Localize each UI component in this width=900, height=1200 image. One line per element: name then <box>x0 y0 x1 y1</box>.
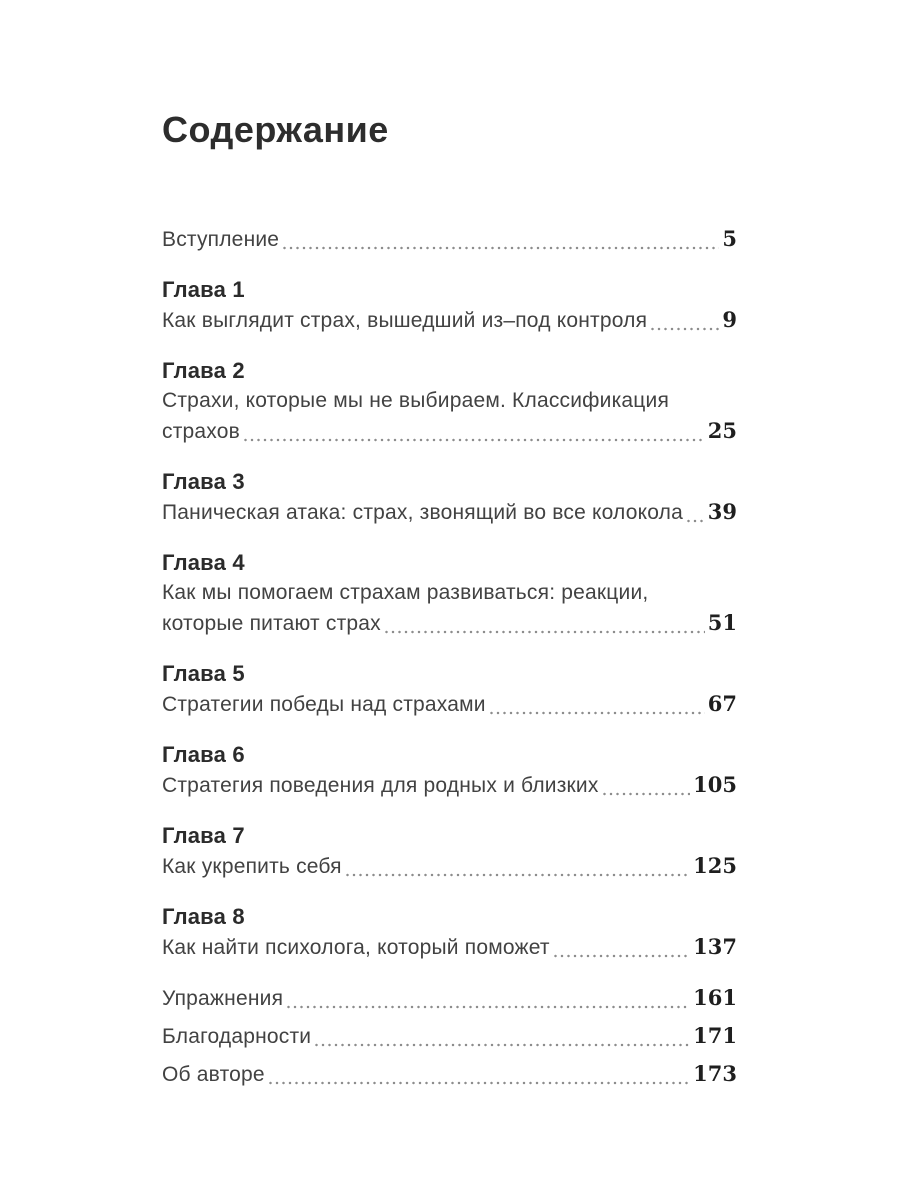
chapter-label: Глава 4 <box>162 550 245 575</box>
chapter-label: Глава 3 <box>162 469 245 494</box>
entry-title-text: Паническая атака: страх, звонящий во все колокола <box>162 501 683 524</box>
chapter-label: Глава 1 <box>162 277 245 302</box>
toc-entry <box>162 467 737 528</box>
entry-title-line-with-page <box>162 689 737 720</box>
page-number: 25 <box>707 418 737 443</box>
entry-title-text: Стратегии победы над страхами <box>162 693 486 716</box>
dot-leader <box>287 1005 690 1009</box>
chapter-label: Глава 6 <box>162 742 245 767</box>
toc-entry <box>162 983 737 1014</box>
toc-page <box>162 108 737 1097</box>
entry-title-text: Стратегия поведения для родных и близких <box>162 774 599 797</box>
entry-title-line-with-page <box>162 305 737 336</box>
entry-title-line-with-page <box>162 416 737 447</box>
toc-entry <box>162 821 737 882</box>
toc-entry <box>162 548 737 639</box>
dot-leader <box>346 873 690 877</box>
toc-entry <box>162 659 737 720</box>
entry-title-line <box>162 386 737 416</box>
entry-title-line-with-page <box>162 1059 737 1090</box>
chapter-label: Глава 7 <box>162 823 245 848</box>
page-number: 171 <box>693 1023 737 1048</box>
entry-title-line-with-page <box>162 608 737 639</box>
entry-title-text: страхов <box>162 420 240 443</box>
page-number: 161 <box>693 985 737 1010</box>
entry-title-line-with-page <box>162 224 737 255</box>
page-number: 105 <box>693 772 737 797</box>
page-number: 9 <box>722 307 737 332</box>
dot-leader <box>490 711 705 715</box>
page-number: 125 <box>693 853 737 878</box>
entry-title-text: Вступление <box>162 228 280 251</box>
page-number: 51 <box>707 610 737 635</box>
entry-title-line-with-page <box>162 1021 737 1052</box>
page-number: 5 <box>722 226 737 251</box>
entry-title-text: Как найти психолога, который поможет <box>162 936 550 959</box>
dot-leader <box>244 438 705 442</box>
entry-title-text: Об авторе <box>162 1063 265 1086</box>
entry-title-line-with-page <box>162 497 737 528</box>
entry-title-text: Страхи, которые мы не выбираем. Классификация <box>162 389 670 412</box>
dot-leader <box>603 792 691 796</box>
entry-title-text: Как мы помогаем страхам развиваться: реакции, <box>162 581 649 604</box>
chapter-label: Глава 2 <box>162 358 245 383</box>
toc-list <box>162 224 737 1090</box>
entry-title-line-with-page <box>162 851 737 882</box>
dot-leader <box>283 246 719 250</box>
entry-title-line-with-page <box>162 932 737 963</box>
dot-leader <box>554 954 690 958</box>
entry-title-text: которые питают страх <box>162 612 381 635</box>
toc-entry <box>162 1059 737 1090</box>
toc-entry <box>162 224 737 255</box>
toc-entry <box>162 902 737 963</box>
entry-title-text: Упражнения <box>162 987 284 1010</box>
toc-entry <box>162 356 737 447</box>
chapter-label: Глава 8 <box>162 904 245 929</box>
page-number: 137 <box>693 934 737 959</box>
entry-title-text: Как выглядит страх, вышедший из–под контроля <box>162 309 648 332</box>
dot-leader <box>687 519 705 523</box>
entry-title-line-with-page <box>162 770 737 801</box>
dot-leader <box>651 327 719 331</box>
dot-leader <box>385 630 705 634</box>
page-number: 67 <box>707 691 737 716</box>
page-title: Содержание <box>162 109 389 150</box>
chapter-label: Глава 5 <box>162 661 245 686</box>
dot-leader <box>269 1081 690 1085</box>
toc-entry <box>162 1021 737 1052</box>
toc-entry <box>162 740 737 801</box>
entry-title-text: Как укрепить себя <box>162 855 342 878</box>
dot-leader <box>315 1043 690 1047</box>
page-number: 39 <box>707 499 737 524</box>
toc-entry <box>162 275 737 336</box>
entry-title-line-with-page <box>162 983 737 1014</box>
page-number: 173 <box>693 1061 737 1086</box>
entry-title-line <box>162 578 737 608</box>
entry-title-text: Благодарности <box>162 1025 312 1048</box>
